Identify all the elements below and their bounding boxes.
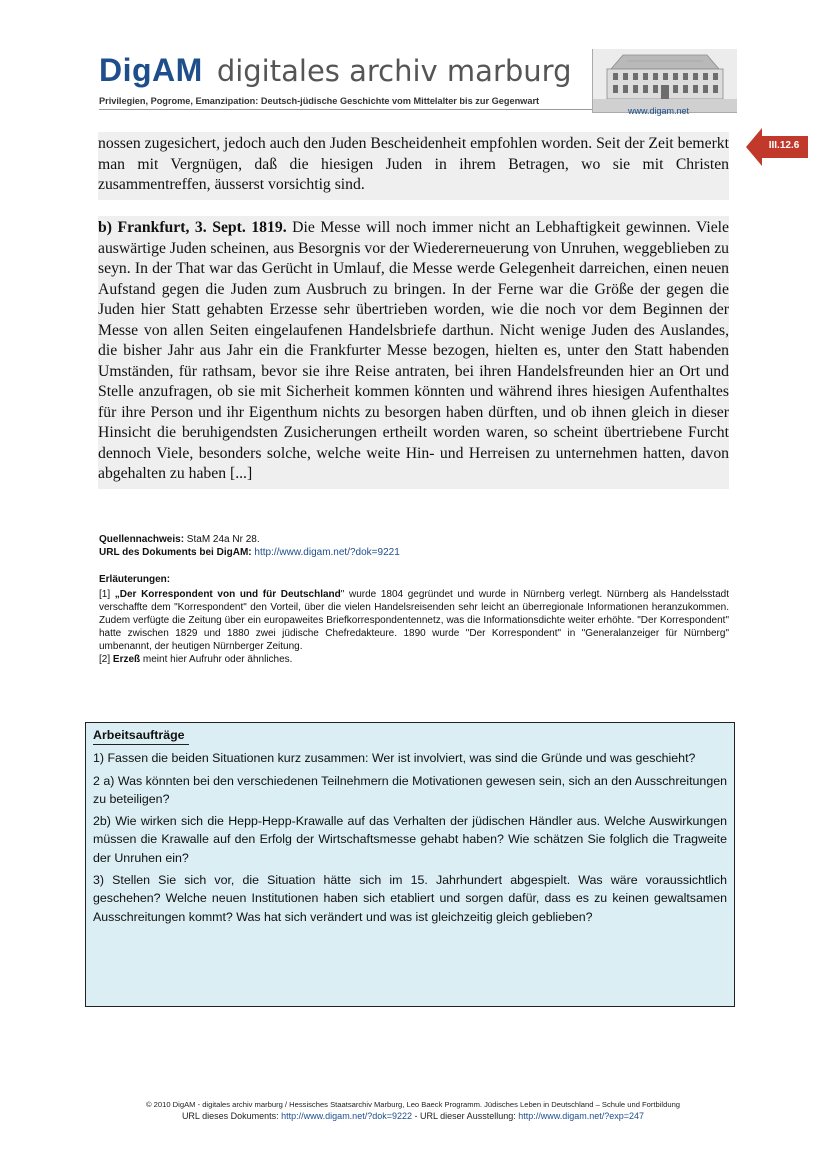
- document-url-line: [99, 546, 729, 559]
- site-url[interactable]: www.digam.net: [628, 106, 690, 116]
- tasks-box: [85, 722, 735, 1007]
- source-notes: [99, 533, 729, 666]
- brand-long: digitales archiv marburg: [216, 54, 572, 88]
- document-url-link[interactable]: http://www.digam.net/?dok=9221: [254, 547, 400, 558]
- explanation-2-number: [2]: [99, 654, 113, 665]
- explanation-2-text: meint hier Aufruhr oder ähnliches.: [140, 654, 293, 665]
- brand-short: DigAM: [99, 52, 203, 88]
- explanations-heading: Erläuterungen:: [99, 574, 171, 585]
- explanation-2-term: Erzeß: [112, 654, 141, 665]
- explanation-1-text: " wurde 1804 gegründet und wurde in Nürnberg verlegt. Nürnberg als Handelsstadt verschaffte dem "Korrespondent" den Vorteil, über die vielen Handelsreisenden sehr leicht an überregionale Informationen heranzukommen. Zudem verfügte die Zeitung über ein europaweites Briefkorrespondentennetz, was die Informationsdichte weiter erhöhte. "Der Korrespondent" hatte zwischen 1829 und 1880 zwei jüdische Chefredakteure. 1890 wurde "Der Korrespondent" in "Generalanzeiger für Nürnberg" umbenannt, der heutigen Nürnberger Zeitung.: [99, 589, 729, 652]
- header-subtitle: Privilegien, Pogrome, Emanzipation: Deutsch-jüdische Geschichte vom Mittelalter bis zur Gegenwart: [99, 96, 540, 106]
- tasks-title: Arbeitsaufträge: [93, 726, 189, 745]
- task-item-2b: 2b) Wie wirken sich die Hepp-Hepp-Krawalle auf das Verhalten der jüdischen Händler aus. Welche Auswirkungen müssen die Krawalle auf den Erfolg der Wirtschaftsmesse gehabt haben? Wie schätzen Sie folglich die Tragweite der Unruhen ein?: [93, 814, 727, 865]
- explanation-1-number: [1]: [99, 589, 115, 600]
- header-divider: [99, 109, 593, 110]
- source-value: StaM 24a Nr 28.: [184, 534, 260, 545]
- footer-copyright: © 2010 DigAM - digitales archiv marburg / Hessisches Staatsarchiv Marburg, Leo Baeck Programm. Jüdisches Leben in Deutschland – Schule und Fortbildung: [145, 1100, 681, 1109]
- page-footer: [0, 1100, 826, 1121]
- archive-building-image: [592, 49, 737, 113]
- explanation-1-term: „Der Korrespondent von und für Deutschland: [114, 589, 341, 600]
- footer-doc-link[interactable]: http://www.digam.net/?dok=9222: [281, 1110, 412, 1121]
- source-reference: [99, 533, 729, 546]
- paragraph-frankfurt: [98, 216, 729, 489]
- task-item-2a: 2 a) Was könnten bei den verschiedenen Teilnehmern die Motivationen gewesen sein, sich an den Ausschreitungen zu beteiligen?: [93, 773, 727, 806]
- source-label: Quellennachweis:: [99, 534, 185, 545]
- paragraph-continuation: nossen zugesichert, jedoch auch den Juden Bescheidenheit empfohlen worden. Seit der Zeit bemerkt man mit Vergnügen, daß die hiesigen Juden in ihrem Betragen, wo sie mit Christen zusammentreffen, äusserst vorsichtig sind.: [98, 132, 729, 200]
- explanations-list: [99, 588, 729, 666]
- paragraph-frankfurt-text: Die Messe will noch immer nicht an Lebhaftigkeit gewinnen. Viele auswärtige Juden scheinen, aus Besorgnis vor der Wiedererneuerung von Unruhen, weggeblieben zu seyn. In der That war das Gerücht in Umlauf, die Messe werde Gelegenheit darreichen, einen neuen Aufstand gegen die Juden zum Ausbruch zu bringen. In der Ferne war die Größe der gegen die Juden hier Statt gehabten Erzesse sehr übertrieben worden, wie die noch vor dem Beginnen der Messe von allen Seiten eingelaufenen Handelsbriefe darthun. Nicht wenige Juden des Auslandes, die bisher Jahr aus Jahr ein die Frankfurter Messe bezogen, hielten es, unter den Statt habenden Umständen, für rathsam, bevor sie ihre Reise antraten, bei ihren Handelsfreunden hier an Ort und Stelle anzufragen, ob sie mit Sicherheit kommen könnten und während ihres hiesigen Aufenthaltes für ihre Person und ihr Eigenthum nichts zu besorgen haben dürften, und ob ihnen gleich in dieser Hinsicht die beruhigendsten Zusicherungen ertheilt worden waren, so scheint übertriebene Furcht dennoch Viele, besonders solche, welche weite Hin- und Herreisen zu unternehmen hatten, davon abgehalten zu haben [...]: [98, 219, 729, 482]
- footer-doc-label: URL dieses Dokuments:: [181, 1110, 282, 1121]
- footer-separator: - URL dieser Ausstellung:: [412, 1110, 519, 1121]
- footer-urls: [0, 1111, 826, 1122]
- task-item-1: 1) Fassen die beiden Situationen kurz zusammen: Wer ist involviert, was sind die Gründe und was geschieht?: [93, 751, 696, 766]
- document-number-tag: [746, 128, 808, 166]
- paragraph-frankfurt-lead: b) Frankfurt, 3. Sept. 1819.: [98, 219, 287, 236]
- document-number-label: III.12.6: [768, 140, 800, 151]
- explanation-item-2: [99, 653, 729, 666]
- footer-exhibition-link[interactable]: http://www.digam.net/?exp=247: [518, 1110, 645, 1121]
- brand-logo: [99, 52, 571, 89]
- building-illustration: [593, 49, 737, 112]
- document-url-label: URL des Dokuments bei DigAM:: [99, 547, 252, 558]
- task-item-3: 3) Stellen Sie sich vor, die Situation hätte sich im 15. Jahrhundert abgespielt. Was wäre voraussichtlich geschehen? Welche neuen Institutionen haben sich etabliert und sorgen dafür, dass es zu keinen gewaltsamen Ausschreitungen kommt? Was hat sich verändert und was ist gleichzeitig gleich geblieben?: [93, 873, 727, 924]
- explanation-item-1: [99, 588, 729, 653]
